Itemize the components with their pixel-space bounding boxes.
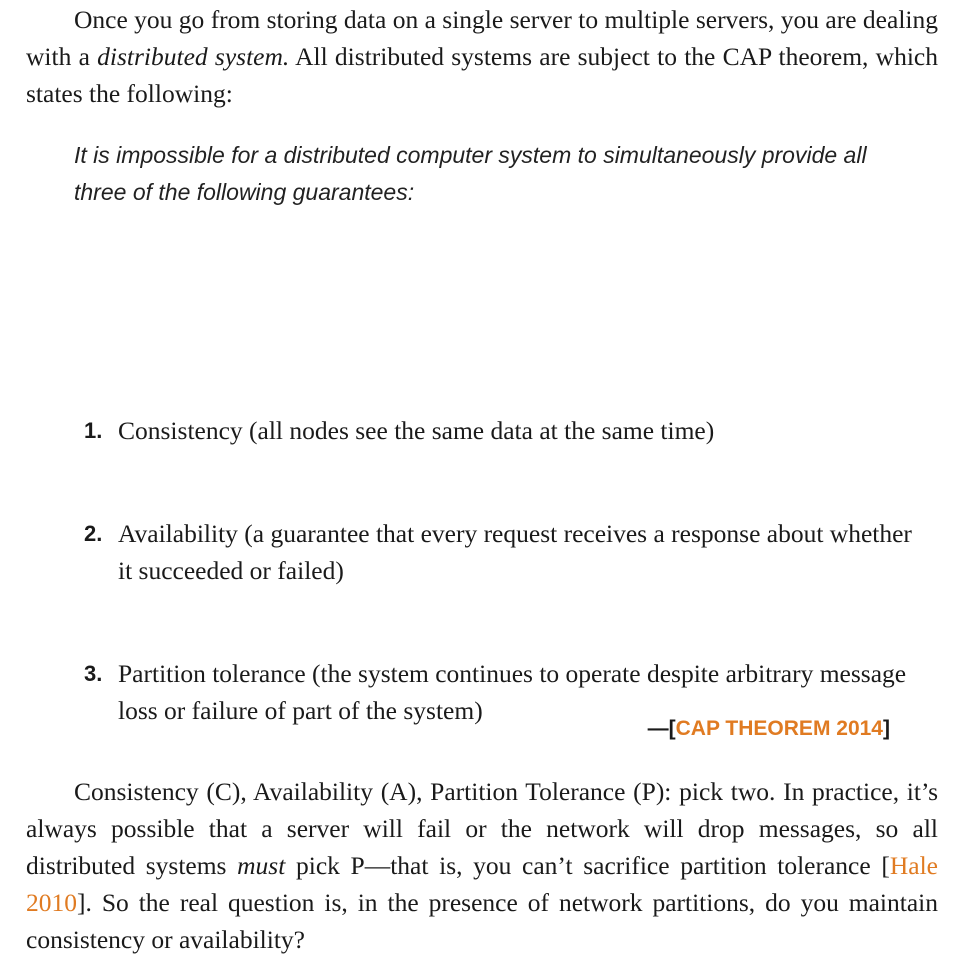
attribution-close: ]: [883, 717, 890, 740]
cap-theorem-quote: It is impossible for a distributed computer system to simultaneously provide all three of the following guarantees:: [74, 142, 867, 205]
list-item-number: 3.: [84, 661, 103, 686]
list-item-number: 2.: [84, 521, 103, 546]
intro-text-after: All distributed systems are subject to the CAP theorem, which states the following:: [26, 42, 938, 108]
reference-link[interactable]: Hale 2010: [26, 851, 938, 917]
closing-emphasis: must: [237, 851, 286, 880]
list-item: [84, 412, 914, 449]
list-item-text: Consistency (all nodes see the same data at the same time): [118, 416, 715, 445]
attribution-dash: —[: [647, 717, 676, 740]
attribution-citation-link[interactable]: CAP THEOREM 2014: [675, 717, 883, 740]
closing-text-after: ]. So the real question is, in the presence of network partitions, do you maintain consistency or availability?: [26, 888, 938, 954]
intro-text-before: Once you go from storing data on a single server to multiple servers, you are dealing with a: [26, 5, 938, 71]
document-page: [26, 0, 938, 954]
intro-paragraph: [26, 0, 938, 112]
closing-text-before: Consistency (C), Availability (A), Partition Tolerance (P): pick two. In practice, it’s always possible that a server will fail or the network will drop messages, so all distributed systems: [26, 777, 938, 880]
list-item-number: 1.: [84, 418, 103, 443]
list-item: [84, 515, 914, 589]
closing-text-middle: pick P—that is, you can’t sacrifice partition tolerance [: [285, 851, 890, 880]
closing-paragraph: [26, 773, 938, 958]
list-item-text: Availability (a guarantee that every request receives a response about whether it succeeded or failed): [118, 519, 912, 585]
list-item-text: Partition tolerance (the system continues to operate despite arbitrary message loss or failure of part of the system): [118, 659, 907, 725]
quote-attribution: [648, 712, 890, 746]
intro-emphasis: distributed system.: [97, 42, 290, 71]
